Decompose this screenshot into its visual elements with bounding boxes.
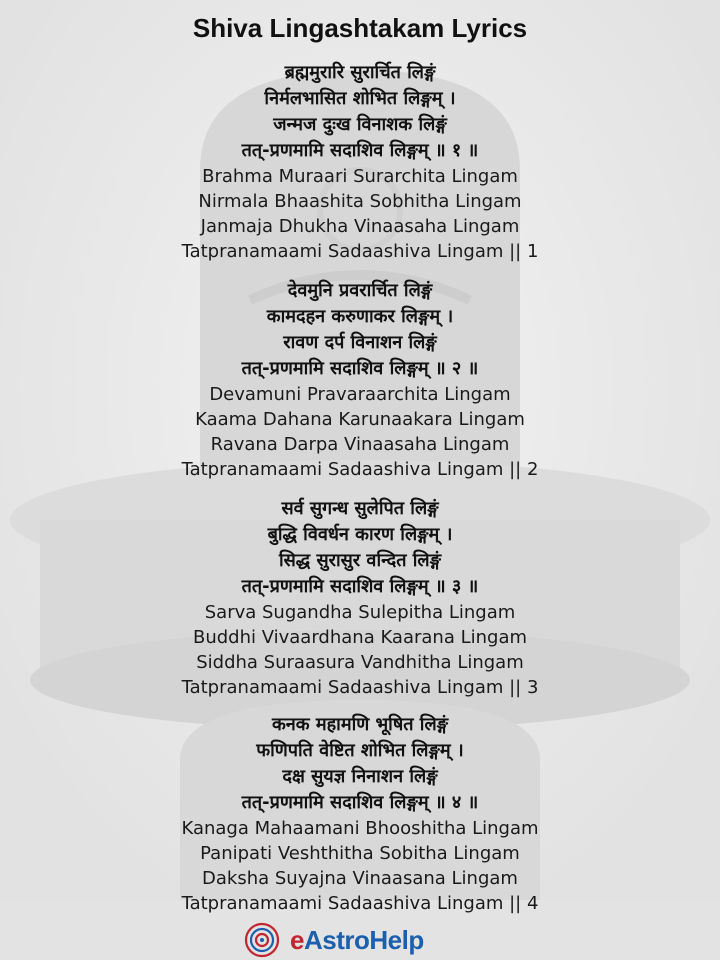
verse-2-sanskrit-line-1: देवमुनि प्रवरार्चित लिङ्गं — [287, 280, 433, 301]
verse-2-sanskrit-line-3: रावण दर्प विनाशन लिङ्गं — [283, 332, 437, 353]
verse-1-sanskrit-line-3: जन्मज दुःख विनाशक लिङ्गं — [273, 114, 447, 135]
verse-4-transliteration-line-4: Tatpranamaami Sadaashiva Lingam || 4 — [181, 893, 539, 914]
verse-3-sanskrit-line-4: तत्-प्रणमामि सदाशिव लिङ्गम् ॥ ३ ॥ — [241, 576, 479, 597]
verse-2-transliteration-line-4: Tatpranamaami Sadaashiva Lingam || 2 — [181, 459, 539, 480]
verse-1-transliteration-line-4: Tatpranamaami Sadaashiva Lingam || 1 — [181, 241, 539, 262]
verse-1-sanskrit-line-1: ब्रह्ममुरारि सुरार्चित लिङ्गं — [284, 62, 436, 83]
verse-3-transliteration-line-3: Siddha Suraasura Vandhitha Lingam — [196, 652, 524, 673]
verse-1-transliteration-line-3: Janmaja Dhukha Vinaasaha Lingam — [200, 216, 520, 237]
verse-2-sanskrit-line-4: तत्-प्रणमामि सदाशिव लिङ्गम् ॥ २ ॥ — [241, 358, 479, 379]
verse-4-transliteration-line-2: Panipati Veshthitha Sobitha Lingam — [200, 843, 520, 864]
verse-3-sanskrit-line-3: सिद्ध सुरासुर वन्दित लिङ्गं — [278, 550, 442, 571]
verse-4-transliteration-line-1: Kanaga Mahaamani Bhooshitha Lingam — [181, 818, 539, 839]
verse-4-transliteration-line-3: Daksha Suyajna Vinaasana Lingam — [202, 868, 518, 889]
verse-3-transliteration-line-1: Sarva Sugandha Sulepitha Lingam — [204, 602, 516, 623]
verse-4-sanskrit-line-4: तत्-प्रणमामि सदाशिव लिङ्गम् ॥ ४ ॥ — [241, 792, 479, 813]
logo-prefix: e — [290, 924, 304, 955]
verse-1-transliteration-line-1: Brahma Muraari Surarchita Lingam — [202, 166, 518, 187]
verse-3-sanskrit-line-2: बुद्धि विवर्धन कारण लिङ्गम् । — [267, 524, 453, 545]
verse-4 — [0, 712, 720, 916]
spiral-icon — [240, 922, 284, 958]
verse-2-sanskrit-line-2: कामदहन करुणाकर लिङ्गम् । — [266, 306, 454, 327]
verse-1-sanskrit-line-2: निर्मलभासित शोभित लिङ्गम् । — [264, 88, 456, 109]
verse-4-sanskrit-line-2: फणिपति वेष्टित शोभित लिङ्गम् । — [256, 740, 464, 761]
verse-4-sanskrit-line-3: दक्ष सुयज्ञ निनाशन लिङ्गं — [282, 766, 438, 787]
verse-1-transliteration-line-2: Nirmala Bhaashita Sobhitha Lingam — [198, 191, 522, 212]
verse-1 — [0, 60, 720, 264]
page-title: Shiva Lingashtakam Lyrics — [192, 13, 528, 43]
logo-wordmark — [290, 925, 424, 956]
verse-3 — [0, 496, 720, 700]
verse-3-sanskrit-line-1: सर्व सुगन्ध सुलेपित लिङ्गं — [281, 498, 439, 519]
logo-name: AstroHelp — [303, 924, 424, 955]
eastrohelp-logo — [240, 922, 480, 958]
verse-2-transliteration-line-2: Kaama Dahana Karunaakara Lingam — [195, 409, 525, 430]
verse-3-transliteration-line-2: Buddhi Vivaardhana Kaarana Lingam — [192, 627, 528, 648]
verse-2 — [0, 278, 720, 482]
verse-2-transliteration-line-1: Devamuni Pravaraarchita Lingam — [209, 384, 511, 405]
verse-1-sanskrit-line-4: तत्-प्रणमामि सदाशिव लिङ्गम् ॥ १ ॥ — [241, 140, 479, 161]
verse-4-sanskrit-line-1: कनक महामणि भूषित लिङ्गं — [271, 714, 449, 735]
verse-3-transliteration-line-4: Tatpranamaami Sadaashiva Lingam || 3 — [181, 677, 539, 698]
verse-2-transliteration-line-3: Ravana Darpa Vinaasaha Lingam — [210, 434, 510, 455]
